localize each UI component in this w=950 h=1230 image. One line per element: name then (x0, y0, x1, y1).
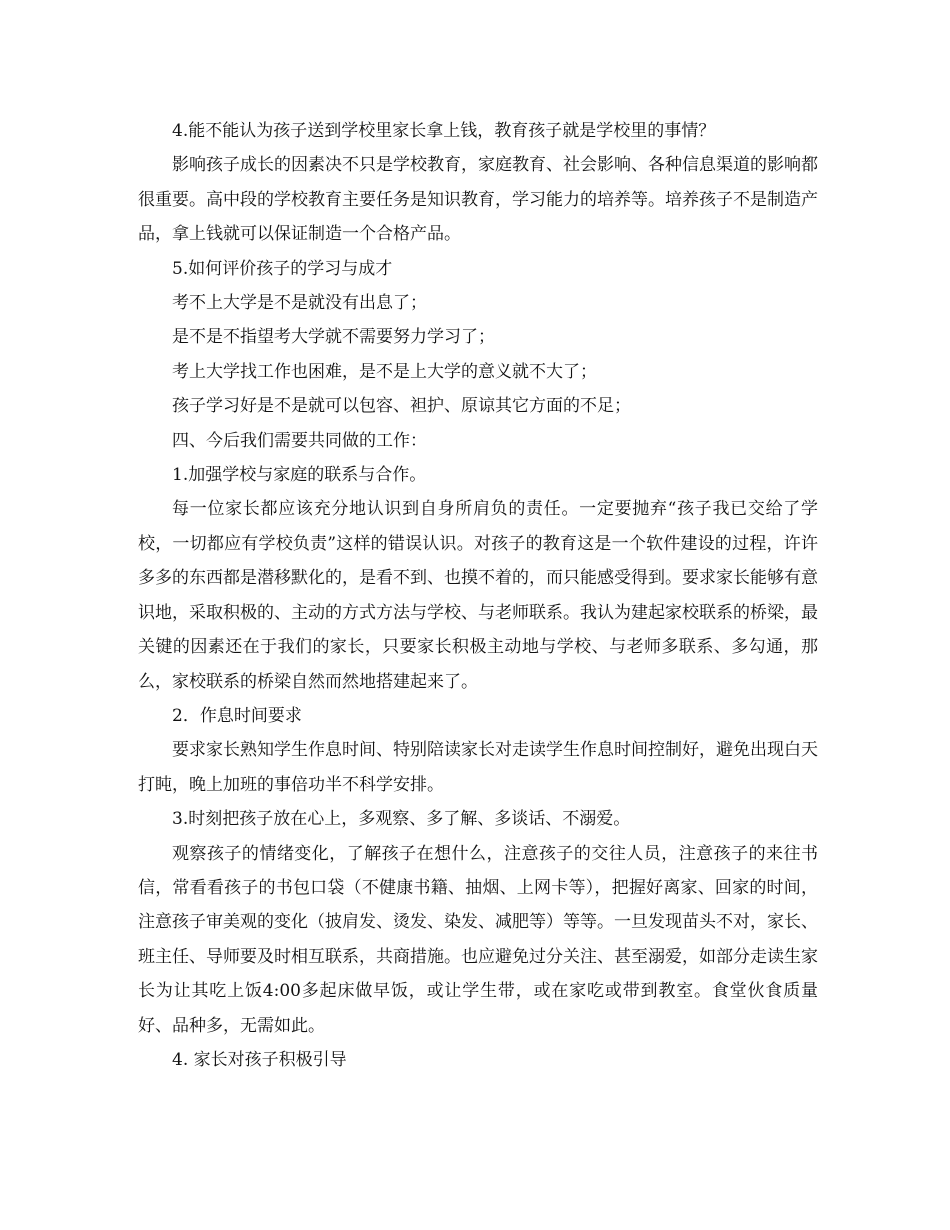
paragraph-body: 观察孩子的情绪变化，了解孩子在想什么，注意孩子的交往人员，注意孩子的来往书信，常看看孩子的书包口袋（不健康书籍、抽烟、上网卡等），把握好离家、回家的时间，注意孩子审美观的变化（披肩发、烫发、染发、减肥等）等等。一旦发现苗头不对，家长、班主任、导师要及时相互联系，共商措施。也应避免过分关注、甚至溺爱，如部分走读生家长为让其吃上饭4:00多起床做早饭，或让学生带，或在家吃或带到教室。食堂伙食质量好、品种多，无需如此。 (138, 843, 818, 1036)
paragraph-question: 考不上大学是不是就没有出息了； (172, 293, 427, 314)
paragraph-question: 是不是不指望考大学就不需要努力学习了； (172, 327, 495, 348)
document-body (138, 114, 818, 1077)
paragraph-question: 考上大学找工作也困难，是不是上大学的意义就不大了； (172, 361, 597, 382)
paragraph-heading-item-4: 4.能不能认为孩子送到学校里家长拿上钱，教育孩子就是学校里的事情？ (172, 121, 716, 141)
paragraph-question: 孩子学习好是不是就可以包容、袒护、原谅其它方面的不足； (172, 396, 631, 417)
paragraph-body: 影响孩子成长的因素决不只是学校教育，家庭教育、社会影响、各种信息渠道的影响都很重要。高中段的学校教育主要任务是知识教育，学习能力的培养等。培养孩子不是制造产品，拿上钱就可以保证制造一个合格产品。 (138, 155, 818, 245)
paragraph-heading-item-5: 5.如何评价孩子的学习与成才 (172, 258, 393, 279)
paragraph-heading-item-3: 3.时刻把孩子放在心上，多观察、多了解、多谈话、不溺爱。 (172, 809, 631, 830)
paragraph-heading-item-4b: 4. 家长对孩子积极引导 (172, 1049, 347, 1070)
paragraph-body: 每一位家长都应该充分地认识到自身所肩负的责任。一定要抛弃“孩子我已交给了学校，一切都应有学校负责”这样的错误认识。对孩子的教育这是一个软件建设的过程，许许多多的东西都是潜移默化的，是看不到、也摸不着的，而只能感受得到。要求家长能够有意识地，采取积极的、主动的方式方法与学校、与老师联系。我认为建起家校联系的桥梁，最关键的因素还在于我们的家长，只要家长积极主动地与学校、与老师多联系、多勾通，那么，家校联系的桥梁自然而然地搭建起来了。 (138, 499, 818, 692)
paragraph-heading-item-1: 1.加强学校与家庭的联系与合作。 (172, 465, 427, 486)
paragraph-section-heading: 四、今后我们需要共同做的工作： (172, 430, 427, 451)
paragraph-heading-item-2: 2．作息时间要求 (172, 705, 302, 726)
paragraph-body: 要求家长熟知学生作息时间、特别陪读家长对走读学生作息时间控制好，避免出现白天打盹，晚上加班的事倍功半不科学安排。 (138, 740, 818, 795)
